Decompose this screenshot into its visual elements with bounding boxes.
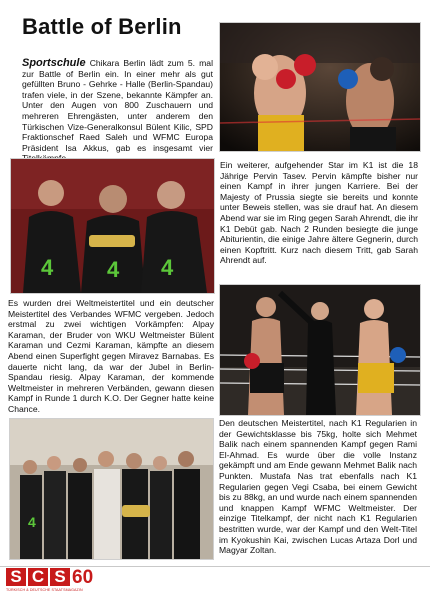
- logo-letter-s1: S: [6, 568, 26, 586]
- logo-subtitle: TÜRKISCH & DEUTSCHE STAATSMAGAZIN: [6, 588, 83, 592]
- intro-text: Chikara Berlin lädt zum 5. mal zur Battle of Berlin ein. In einer mehr als gut gefüllten Bruno - Gehrke - Halle (Berlin-Spandau) trafen viele, in der Szene, bekannte Kämpfer an. Unter den Augen von 800 Zuschauern und mehreren Ehrengästen, unter anderem den Türkischen Vize-Generalkonsul Bülent Kilic, SPD Fraktionschef Raed Saleh und WFMC Europa Präsident Isa Akkus, gab es insgesamt vier: [22, 58, 213, 153]
- svg-text:4: 4: [161, 255, 174, 280]
- intro-lead: Sportschule: [22, 57, 86, 69]
- photo-referee-decision: [219, 284, 421, 416]
- photo-fight-punch: [219, 22, 421, 152]
- svg-text:4: 4: [107, 257, 120, 282]
- meister-paragraph: Den deutschen Meistertitel, nach K1 Regularien in der Gewichtsklasse bis 75kg, holte sich Mehmet Balik nach einem spannenden Kampf gegen Rami El-Ahmad. Es wurde über die volle Instanz gekämpft und am Ende gewann Mehmet Balik nach Punkten. Mustafa Nas trat ebenfalls nach K1 Regularien gegen Vegi Csaba, bei einem Gewicht bis zu 88kg, an und wurde nach einem spannenden und knappen Kampf WFMC Weltmeister. Der einzige Titelkampf, der nicht nach K1 Regularien bestritten wurde, war der Kampf und den Welt-Titel im Kyokushin Kai, zwischen Lucas Artaza Dorl und Magyar Zoltan.: [219, 418, 417, 556]
- magazine-logo: [6, 568, 100, 596]
- svg-text:4: 4: [41, 255, 54, 280]
- page-number: 60: [72, 567, 94, 588]
- intro-paragraph: [22, 58, 213, 164]
- photo-group: [9, 418, 214, 560]
- titles-paragraph: Es wurden drei Weltmeistertitel und ein deutscher Meistertitel des Verbandes WFMC vergeben. Jedoch erstmal zu zwei wichtigen Vorkämpfen: Alpay Karaman, der Bruder von WKU Weltmeister Bülent Karaman und Cezmi Karaman, kämpfte an diesem Abend einen Superfight gegen Miravez Barnabas. Es dauerte nicht lang, da war der Jubel in Berlin-Spandau riesig. Alpay Karaman, der kommende Weltmeister in mehreren Verbänden, gewann diesen Kampf in Runde 1 durch K.O. Der Gegner hatte keine Chance.: [8, 298, 214, 414]
- logo-letter-s2: S: [50, 568, 70, 586]
- logo-letter-c: C: [28, 568, 48, 586]
- photo-three-fighters: [10, 158, 215, 294]
- page-title: Battle of Berlin: [22, 14, 182, 39]
- svg-text:4: 4: [28, 514, 36, 530]
- tasev-paragraph: Ein weiterer, aufgehender Star im K1 ist die 18 Jährige Pervin Tasev. Pervin kämpfte bisher nur einen Kampf in ihrer jungen Karriere. Bei der Majesty of Prussia siegte sie bereits und konnte unter Beweis stellen, was sie drauf hat. An diesem Abend war sie im Ring gegen Sarah Ahrendt, die ihr K1 Debüt gab. Nach 2 Runden besiegte die junge Abiturientin, die einige Jahre ältere Gegnerin, durch einen Kopftritt. Kurz nach diesem Tritt, gab Sarah Ahrendt auf.: [220, 160, 418, 266]
